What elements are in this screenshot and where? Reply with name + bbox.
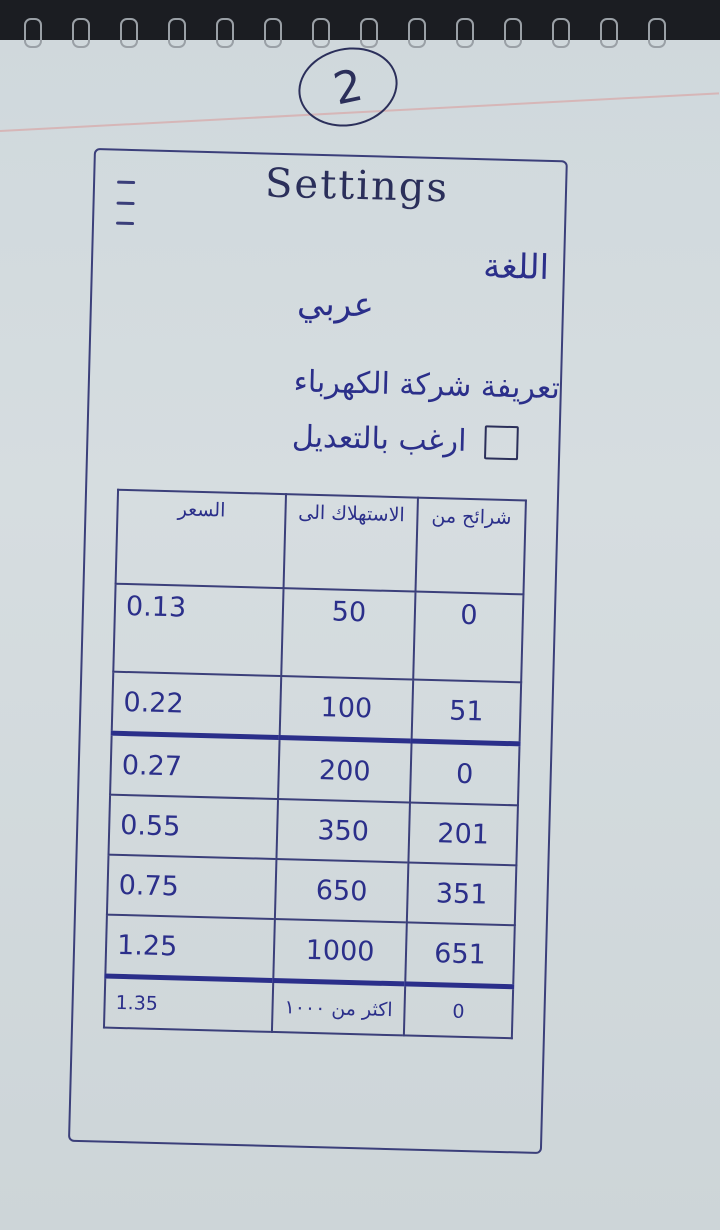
binding-coil bbox=[648, 18, 666, 48]
cell-from: 51 bbox=[412, 680, 522, 744]
table-header-row bbox=[116, 490, 526, 595]
cell-to: 650 bbox=[275, 859, 409, 922]
cell-price: 0.27 bbox=[110, 733, 280, 799]
cell-from: 0 bbox=[413, 592, 523, 683]
page-title: Settings bbox=[264, 160, 450, 212]
language-label: اللغة bbox=[482, 246, 550, 288]
cell-to: اكثر من ١٠٠٠ bbox=[272, 980, 405, 1035]
binding-coil bbox=[360, 18, 378, 48]
cell-to: 100 bbox=[280, 676, 414, 741]
binding-coil bbox=[216, 18, 234, 48]
binding-coil bbox=[552, 18, 570, 48]
menu-icon-bar bbox=[116, 222, 134, 225]
table-row[interactable] bbox=[110, 733, 519, 805]
binding-coil bbox=[24, 18, 42, 48]
phone-screen bbox=[68, 148, 568, 1154]
binding-coil bbox=[600, 18, 618, 48]
cell-from: 651 bbox=[405, 922, 515, 986]
language-select[interactable]: عربي bbox=[296, 283, 375, 326]
page-number: 2 bbox=[291, 38, 405, 135]
binding-coil bbox=[456, 18, 474, 48]
binding-coil bbox=[504, 18, 522, 48]
cell-from: 201 bbox=[408, 802, 518, 865]
cell-from: 351 bbox=[407, 862, 517, 925]
edit-toggle-row[interactable] bbox=[236, 416, 519, 463]
edit-checkbox[interactable] bbox=[484, 425, 519, 460]
binding-coil bbox=[312, 18, 330, 48]
column-header-from: شرائح من bbox=[415, 498, 525, 595]
menu-icon-bar bbox=[117, 181, 135, 184]
binding-coil bbox=[72, 18, 90, 48]
column-header-price: السعر bbox=[116, 490, 286, 588]
binding-coil bbox=[120, 18, 138, 48]
cell-price: 1.35 bbox=[104, 976, 273, 1032]
cell-to: 1000 bbox=[273, 919, 407, 984]
table-row[interactable] bbox=[112, 672, 521, 744]
cell-to: 200 bbox=[278, 738, 412, 803]
menu-icon[interactable] bbox=[116, 181, 137, 226]
cell-from: 0 bbox=[404, 984, 513, 1038]
table-row[interactable] bbox=[104, 976, 513, 1038]
binding-coil bbox=[264, 18, 282, 48]
cell-price: 0.75 bbox=[107, 855, 277, 919]
cell-from: 0 bbox=[410, 741, 520, 805]
cell-to: 350 bbox=[276, 799, 410, 862]
column-header-to: الاستهلاك الى bbox=[284, 494, 418, 591]
cell-price: 0.22 bbox=[112, 672, 282, 738]
table-row[interactable] bbox=[113, 584, 523, 683]
cell-price: 0.55 bbox=[109, 795, 279, 859]
menu-icon-bar bbox=[117, 201, 135, 204]
table-row[interactable] bbox=[107, 855, 516, 926]
cell-to: 50 bbox=[281, 588, 415, 679]
table-row[interactable] bbox=[109, 795, 518, 866]
edit-label: ارغب بالتعديل bbox=[291, 419, 467, 459]
cell-price: 1.25 bbox=[105, 915, 275, 981]
table-row[interactable] bbox=[105, 915, 514, 987]
tariff-table bbox=[103, 489, 527, 1040]
binding-coil bbox=[168, 18, 186, 48]
binding-coil bbox=[408, 18, 426, 48]
notebook-binding bbox=[0, 0, 720, 40]
cell-price: 0.13 bbox=[113, 584, 283, 676]
tariff-label: تعريفة شركة الكهرباء bbox=[293, 364, 561, 407]
